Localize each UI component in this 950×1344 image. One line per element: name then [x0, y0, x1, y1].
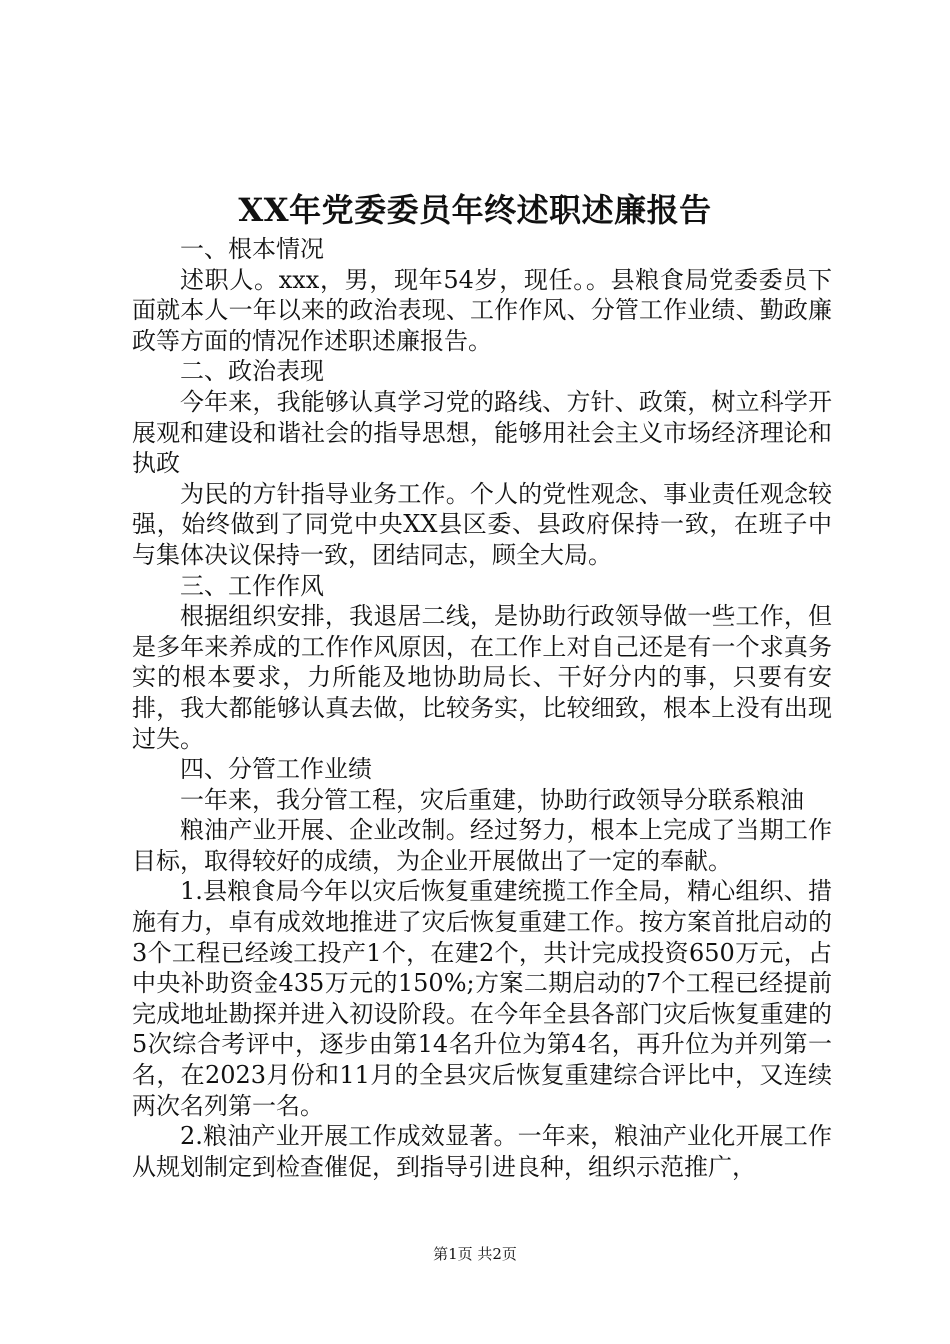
document-body [132, 234, 832, 1182]
paragraph: 为民的方针指导业务工作。个人的党性观念、事业责任观念较强，始终做到了同党中央XX县区委、县政府保持一致，在班子中与集体决议保持一致，团结同志，顾全大局。 [132, 479, 832, 569]
page-footer: 第1页 共2页 [433, 1245, 517, 1263]
paragraph: 1.县粮食局今年以灾后恢复重建统揽工作全局，精心组织、措施有力，卓有成效地推进了灾后恢复重建工作。按方案首批启动的3个工程已经竣工投产1个，在建2个，共计完成投资650万元，占中央补助资金435万元的150%;方案二期启动的7个工程已经提前完成地址勘探并进入初设阶段。在今年全县各部门灾后恢复重建的5次综合考评中，逐步由第14名升位为第4名，再升位为并列第一名，在2023月份和11月的全县灾后恢复重建综合评比中，又连续两次名列第一名。 [132, 877, 832, 1120]
section-heading-style: 三、工作作风 [180, 571, 324, 600]
paragraph: 今年来，我能够认真学习党的路线、方针、政策，树立科学开展观和建设和谐社会的指导思想，能够用社会主义市场经济理论和执政 [132, 387, 832, 478]
paragraph: 粮油产业开展、企业改制。经过努力，根本上完成了当期工作目标，取得较好的成绩，为企业开展做出了一定的奉献。 [132, 816, 832, 875]
paragraph: 2.粮油产业开展工作成效显著。一年来，粮油产业化开展工作从规划制定到检查催促，到指导引进良种，组织示范推广， [132, 1122, 832, 1181]
paragraph: 述职人。xxx，男，现年54岁，现任。。县粮食局党委委员下面就本人一年以来的政治表现、工作作风、分管工作业绩、勤政廉政等方面的情况作述职述廉报告。 [132, 265, 832, 355]
paragraph: 根据组织安排，我退居二线，是协助行政领导做一些工作，但是多年来养成的工作作风原因，在工作上对自己还是有一个求真务实的根本要求，力所能及地协助局长、干好分内的事，只要有安排，我大都能够认真去做，比较务实，比较细致，根本上没有出现过失。 [132, 602, 832, 753]
section-heading-political: 二、政治表现 [180, 357, 324, 386]
document-title: XX年党委委员年终述职述廉报告 [238, 191, 712, 229]
section-heading-performance: 四、分管工作业绩 [180, 755, 372, 784]
paragraph: 一年来，我分管工程，灾后重建，协助行政领导分联系粮油 [180, 785, 804, 814]
section-heading-basic: 一、根本情况 [180, 235, 324, 263]
